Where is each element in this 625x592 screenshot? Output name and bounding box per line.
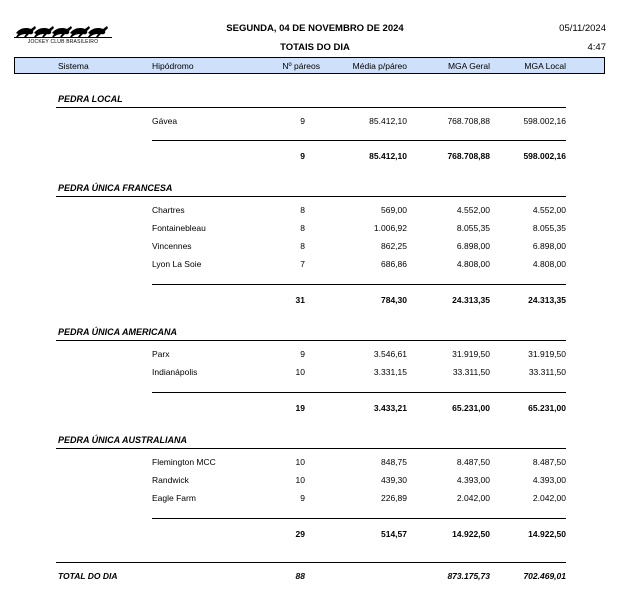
subtotal-media: 3.433,21 <box>373 403 407 413</box>
subtotal-divider <box>152 284 566 285</box>
print-time: 4:47 <box>587 42 606 53</box>
grand-total-media: 873.175,73 <box>447 571 490 581</box>
row-hipodromo: Fontainebleau <box>152 223 206 233</box>
grand-total-mga-geral: 702.469,01 <box>523 571 566 581</box>
row-hipodromo: Chartres <box>152 205 185 215</box>
row-pareos: 7 <box>300 259 305 269</box>
subtotal-media: 85.412,10 <box>369 151 407 161</box>
row-pareos: 10 <box>295 457 305 467</box>
subtotal-mga-local: 24.313,35 <box>528 295 566 305</box>
section-title: PEDRA ÚNICA FRANCESA <box>58 183 173 193</box>
subtotal-media: 784,30 <box>381 295 407 305</box>
row-mga-geral: 4.393,00 <box>456 475 490 485</box>
col-header-mga-local: MGA Local <box>524 61 566 71</box>
row-media: 569,00 <box>381 205 407 215</box>
row-pareos: 8 <box>300 205 305 215</box>
row-mga-local: 8.487,50 <box>532 457 566 467</box>
row-mga-geral: 4.808,00 <box>456 259 490 269</box>
row-media: 3.331,15 <box>373 367 407 377</box>
row-mga-local: 33.311,50 <box>528 367 566 377</box>
row-hipodromo: Vincennes <box>152 241 192 251</box>
row-hipodromo: Gávea <box>152 116 178 126</box>
row-mga-geral: 33.311,50 <box>452 367 490 377</box>
section-title: PEDRA ÚNICA AUSTRALIANA <box>58 435 187 445</box>
row-media: 1.006,92 <box>373 223 407 233</box>
row-hipodromo: Flemington MCC <box>152 457 216 467</box>
grand-total-pareos: 88 <box>295 571 305 581</box>
row-hipodromo: Parx <box>152 349 170 359</box>
row-mga-local: 4.552,00 <box>532 205 566 215</box>
row-mga-local: 6.898,00 <box>532 241 566 251</box>
section-divider <box>56 107 566 108</box>
row-media: 848,75 <box>381 457 407 467</box>
col-header-media: Média p/páreo <box>352 61 407 71</box>
row-media: 3.546,61 <box>373 349 407 359</box>
row-media: 85.412,10 <box>369 116 407 126</box>
section-title: PEDRA LOCAL <box>58 94 123 104</box>
subtotal-pareos: 29 <box>295 529 305 539</box>
subtotal-divider <box>152 140 566 141</box>
subtotal-divider <box>152 518 566 519</box>
row-hipodromo: Indianápolis <box>152 367 198 377</box>
racing-horses-icon <box>14 22 112 38</box>
row-mga-local: 2.042,00 <box>532 493 566 503</box>
row-mga-local: 4.808,00 <box>532 259 566 269</box>
row-pareos: 9 <box>300 493 305 503</box>
report-date-title: SEGUNDA, 04 DE NOVEMBRO DE 2024 <box>226 23 404 34</box>
subtotal-mga-local: 65.231,00 <box>528 403 566 413</box>
section-title: PEDRA ÚNICA AMERICANA <box>58 327 177 337</box>
subtotal-mga-geral: 14.922,50 <box>452 529 490 539</box>
row-mga-local: 598.002,16 <box>523 116 566 126</box>
row-pareos: 9 <box>300 116 305 126</box>
subtotal-media: 514,57 <box>381 529 407 539</box>
row-hipodromo: Eagle Farm <box>152 493 196 503</box>
row-media: 686,86 <box>381 259 407 269</box>
row-media: 862,25 <box>381 241 407 251</box>
row-pareos: 10 <box>295 475 305 485</box>
row-mga-local: 4.393,00 <box>532 475 566 485</box>
logo-text: JOCKEY CLUB BRASILEIRO <box>27 39 99 45</box>
section-divider <box>56 196 566 197</box>
subtotal-mga-local: 14.922,50 <box>528 529 566 539</box>
row-mga-geral: 4.552,00 <box>456 205 490 215</box>
row-mga-geral: 8.055,35 <box>456 223 490 233</box>
row-hipodromo: Lyon La Soie <box>152 259 202 269</box>
grand-total-label: TOTAL DO DIA <box>58 571 118 581</box>
subtotal-mga-geral: 65.231,00 <box>452 403 490 413</box>
subtotal-pareos: 9 <box>300 151 305 161</box>
row-mga-geral: 6.898,00 <box>456 241 490 251</box>
row-pareos: 9 <box>300 349 305 359</box>
grand-total-divider <box>56 562 566 563</box>
subtotal-mga-geral: 24.313,35 <box>452 295 490 305</box>
row-mga-geral: 2.042,00 <box>456 493 490 503</box>
subtotal-divider <box>152 392 566 393</box>
section-divider <box>56 448 566 449</box>
col-header-sistema: Sistema <box>58 61 89 71</box>
subtotal-pareos: 19 <box>295 403 305 413</box>
subtotal-mga-geral: 768.708,88 <box>447 151 490 161</box>
report-subtitle: TOTAIS DO DIA <box>280 42 350 53</box>
row-hipodromo: Randwick <box>152 475 189 485</box>
subtotal-mga-local: 598.002,16 <box>523 151 566 161</box>
col-header-hipodromo: Hipódromo <box>152 61 194 71</box>
subtotal-pareos: 31 <box>295 295 305 305</box>
row-mga-local: 31.919,50 <box>528 349 566 359</box>
col-header-pareos: Nº páreos <box>282 61 320 71</box>
row-pareos: 10 <box>295 367 305 377</box>
row-mga-geral: 768.708,88 <box>447 116 490 126</box>
row-media: 439,30 <box>381 475 407 485</box>
print-date: 05/11/2024 <box>559 23 606 34</box>
col-header-mga-geral: MGA Geral <box>447 61 490 71</box>
row-pareos: 8 <box>300 223 305 233</box>
row-mga-geral: 8.487,50 <box>456 457 490 467</box>
row-mga-local: 8.055,35 <box>532 223 566 233</box>
row-pareos: 8 <box>300 241 305 251</box>
row-mga-geral: 31.919,50 <box>452 349 490 359</box>
section-divider <box>56 340 566 341</box>
row-media: 226,89 <box>381 493 407 503</box>
